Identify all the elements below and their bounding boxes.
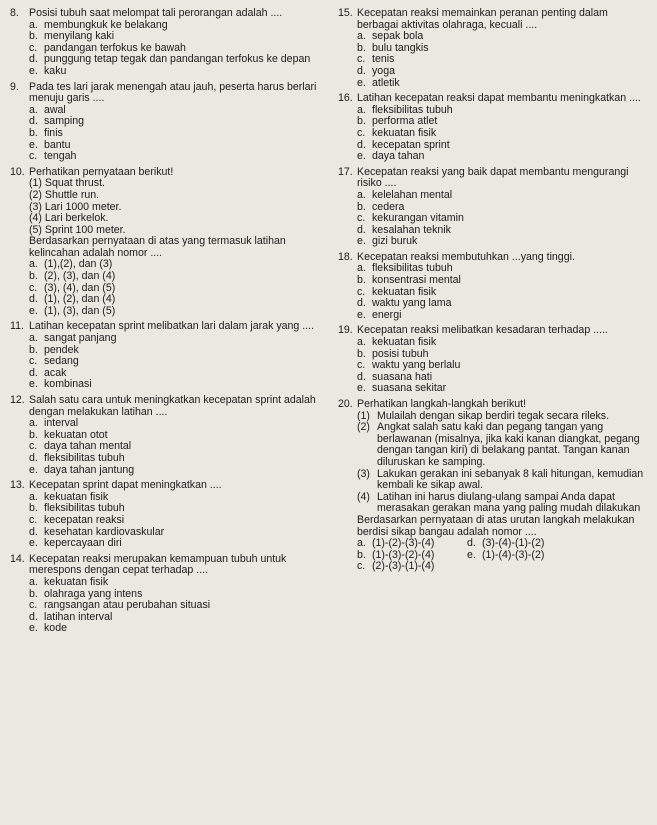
option-text: posisi tubuh <box>372 347 429 360</box>
option-text: sangat panjang <box>44 332 117 345</box>
option-letter: d. <box>357 138 366 151</box>
statement-item: (3) Lari 1000 meter. <box>29 200 122 213</box>
option-item <box>29 600 332 612</box>
option-cell <box>357 538 467 550</box>
option-item <box>29 271 332 283</box>
option-text: (2), (3), dan (4) <box>44 270 116 283</box>
question-text: Latihan kecepatan reaksi dapat membantu meningkatkan .... <box>357 92 641 105</box>
option-letter: a. <box>29 490 38 503</box>
question-header <box>10 554 332 577</box>
option-letter: a. <box>29 18 38 31</box>
question-number: 10. <box>10 165 25 178</box>
option-letter: e. <box>357 235 366 248</box>
question-18 <box>338 252 652 322</box>
option-cell <box>29 151 299 163</box>
option-text: kecepatan sprint <box>372 138 450 151</box>
option-letter: a. <box>357 103 366 116</box>
option-letter: a. <box>357 262 366 275</box>
option-item <box>29 54 332 66</box>
question-10 <box>10 167 332 318</box>
question-text: Perhatikan langkah-langkah berikut! <box>357 398 527 410</box>
option-letter: c. <box>357 359 366 372</box>
option-letter: a. <box>357 30 366 43</box>
option-letter: b. <box>357 347 366 360</box>
option-letter: c. <box>357 560 366 573</box>
option-letter: b. <box>357 41 366 54</box>
question-number: 17. <box>338 165 353 178</box>
step-number: (3) <box>357 467 370 480</box>
option-letter: b. <box>357 200 366 213</box>
option-letter: e. <box>29 378 38 391</box>
option-item <box>357 337 652 349</box>
question-header <box>338 8 652 31</box>
step-text: Lakukan gerakan ini sebanyak 8 kali hitungan, kemudian kembali ke sikap awal. <box>377 467 644 492</box>
question-number: 8. <box>10 7 19 19</box>
option-text: latihan interval <box>44 610 113 623</box>
option-letter: c. <box>29 41 38 54</box>
option-letter: e. <box>29 537 38 550</box>
question-text: Posisi tubuh saat melompat tali perorangan adalah .... <box>29 7 283 19</box>
question-text: Kecepatan reaksi melibatkan kesadaran terhadap ..... <box>357 324 608 337</box>
option-item <box>29 538 332 550</box>
option-text: kecepatan reaksi <box>44 513 125 526</box>
statement-item: (4) Lari berkelok. <box>29 212 109 225</box>
question-text: Latihan kecepatan sprint melibatkan lari dalam jarak yang .... <box>29 320 315 333</box>
option-text: suasana sekitar <box>372 382 447 395</box>
option-text: kesehatan kardiovaskular <box>44 525 165 538</box>
option-item <box>357 310 652 322</box>
option-text: kekuatan fisik <box>44 490 109 503</box>
option-text: bulu tangkis <box>372 41 429 54</box>
option-text: kaku <box>44 64 67 77</box>
option-text: gizi buruk <box>372 235 418 248</box>
option-text: sepak bola <box>372 30 424 43</box>
option-letter: e. <box>29 622 38 635</box>
option-letter: b. <box>29 270 38 283</box>
option-text: kepercayaan diri <box>44 537 122 550</box>
option-text: olahraga yang intens <box>44 587 143 600</box>
question-text: Kecepatan reaksi yang baik dapat membantu mengurangi risiko .... <box>357 165 629 190</box>
option-letter: b. <box>29 587 38 600</box>
option-text: yoga <box>372 64 395 77</box>
option-letter: c. <box>29 355 38 368</box>
statement-item: (2) Shuttle run. <box>29 188 100 201</box>
option-text: cedera <box>372 200 405 213</box>
option-item <box>357 275 652 287</box>
option-text: acak <box>44 366 67 379</box>
option-text: (3)-(4)-(1)-(2) <box>482 537 545 550</box>
question-number: 13. <box>10 479 25 492</box>
option-letter: c. <box>357 212 366 225</box>
option-letter: c. <box>29 281 38 294</box>
option-letter: a. <box>357 537 366 550</box>
option-text: pendek <box>44 343 79 356</box>
option-letter: e. <box>357 150 366 163</box>
option-letter: a. <box>29 575 38 588</box>
question-text: Pada tes lari jarak menengah atau jauh, peserta harus berlari menuju garis .... <box>29 80 317 105</box>
option-letter: d. <box>357 223 366 236</box>
option-text: samping <box>44 115 85 128</box>
question-11 <box>10 321 332 391</box>
option-letter: b. <box>357 115 366 128</box>
option-letter: e. <box>357 308 366 321</box>
question-15 <box>338 8 652 89</box>
option-text: daya tahan <box>372 150 425 163</box>
step-number: (2) <box>357 421 370 434</box>
option-text: kekuatan fisik <box>372 285 437 298</box>
option-letter: b. <box>29 126 38 139</box>
option-text: (1),(2), dan (3) <box>44 258 113 271</box>
option-text: tenis <box>372 53 395 66</box>
option-letter: b. <box>29 343 38 356</box>
option-letter: b. <box>29 30 38 43</box>
option-letter <box>467 561 482 573</box>
option-text: (2)-(3)-(1)-(4) <box>372 560 435 573</box>
option-item <box>29 515 332 527</box>
option-text: kombinasi <box>44 378 92 391</box>
option-letter: e. <box>29 138 38 151</box>
step-item <box>357 422 652 468</box>
option-item <box>29 379 332 391</box>
option-letter: d. <box>29 451 38 464</box>
question-header <box>338 399 652 411</box>
option-letter: c. <box>29 440 38 453</box>
statement-item: (1) Squat thrust. <box>29 177 105 190</box>
option-text: awal <box>44 103 66 116</box>
option-item <box>357 298 652 310</box>
option-text: daya tahan jantung <box>44 463 135 476</box>
step-text: Latihan ini harus diulang-ulang sampai Anda dapat merasakan gerakan mana yang paling mudah dilakukan <box>377 490 641 515</box>
option-item <box>357 190 652 202</box>
option-text: kesalahan teknik <box>372 223 451 236</box>
option-text: punggung tetap tegak dan pandangan terfokus ke depan <box>44 53 311 66</box>
question-header <box>10 480 332 492</box>
option-item <box>29 453 332 465</box>
option-letter: c. <box>357 285 366 298</box>
option-text: waktu yang berlalu <box>372 359 461 372</box>
question-20 <box>338 399 652 573</box>
left-column <box>10 8 332 639</box>
option-item <box>357 236 652 248</box>
step-number: (1) <box>357 409 370 422</box>
option-item <box>29 465 332 477</box>
step-number: (4) <box>357 490 370 503</box>
option-text: performa atlet <box>372 115 438 128</box>
option-text: daya tahan mental <box>44 440 132 453</box>
question-text: Kecepatan reaksi merupakan kemampuan tubuh untuk merespons dengan cepat terhadap .... <box>29 552 287 577</box>
option-letter: e. <box>29 463 38 476</box>
answer-grid <box>357 538 652 573</box>
option-letter: a. <box>29 103 38 116</box>
option-text: kekuatan otot <box>44 428 108 441</box>
option-text: energi <box>372 308 402 321</box>
option-text: (1), (2), dan (4) <box>44 293 116 306</box>
step-text: Angkat salah satu kaki dan pegang tangan yang berlawanan (misalnya, jika kaki kanan diangkat, pegang dengan tangan kiri) di belakang pantat. Tangan kanan diluruskan ke samping. <box>377 421 640 468</box>
option-item <box>357 43 652 55</box>
option-item <box>357 78 652 90</box>
option-letter: a. <box>29 258 38 271</box>
option-cell <box>29 128 299 140</box>
option-letter: e. <box>29 304 38 317</box>
option-letter: d. <box>357 297 366 310</box>
option-letter: d. <box>467 537 476 550</box>
option-item <box>357 54 652 66</box>
option-letter: d. <box>29 366 38 379</box>
option-letter: d. <box>357 370 366 383</box>
option-letter: c. <box>357 53 366 66</box>
option-text: fleksibilitas tubuh <box>44 451 125 464</box>
option-item <box>29 66 332 78</box>
question-text: Kecepatan reaksi memainkan peranan penting dalam berbagai aktivitas olahraga, kecuali .... <box>357 7 608 31</box>
option-letter: e. <box>357 76 366 89</box>
question-13 <box>10 480 332 550</box>
option-text: kekuatan fisik <box>372 336 437 349</box>
step-item <box>357 469 652 492</box>
option-text: rangsangan atau perubahan situasi <box>44 599 211 612</box>
option-letter: a. <box>357 188 366 201</box>
question-19 <box>338 325 652 395</box>
option-text: (1)-(2)-(3)-(4) <box>372 537 435 550</box>
option-item <box>29 612 332 624</box>
option-text: sedang <box>44 355 79 368</box>
option-text: suasana hati <box>372 370 433 383</box>
question-number: 20. <box>338 398 353 410</box>
option-item <box>29 306 332 318</box>
option-text: kekurangan vitamin <box>372 212 464 225</box>
option-cell <box>467 561 557 573</box>
option-text: kelelahan mental <box>372 188 453 201</box>
question-17 <box>338 167 652 248</box>
option-letter: a. <box>29 417 38 430</box>
option-item <box>357 128 652 140</box>
question-text: Perhatikan pernyataan berikut! <box>29 165 174 178</box>
question-8 <box>10 8 332 78</box>
option-text: bantu <box>44 138 71 151</box>
question-number: 11. <box>10 320 24 333</box>
option-item <box>357 213 652 225</box>
option-letter: d. <box>29 53 38 66</box>
option-cell <box>467 538 557 550</box>
option-letter: c. <box>29 513 38 526</box>
option-item <box>357 151 652 163</box>
option-item <box>29 577 332 589</box>
option-text: (1)-(4)-(3)-(2) <box>482 548 545 561</box>
question-header <box>338 167 652 190</box>
step-item <box>357 492 652 515</box>
option-letter: d. <box>29 525 38 538</box>
option-text: (3), (4), dan (5) <box>44 281 116 294</box>
option-item <box>357 66 652 78</box>
question-12 <box>10 395 332 476</box>
option-item <box>29 333 332 345</box>
question-number: 19. <box>338 324 353 337</box>
step-text: Mulailah dengan sikap berdiri tegak secara rileks. <box>377 409 610 422</box>
question-number: 15. <box>338 7 353 19</box>
option-letter: b. <box>357 548 366 561</box>
question-14 <box>10 554 332 635</box>
question-followup: Berdasarkan pernyataan di atas urutan langkah melakukan berdisi sikap bangau adalah nomor .... <box>357 513 635 538</box>
option-text: fleksibilitas tubuh <box>44 502 125 515</box>
option-text: kekuatan fisik <box>372 126 437 139</box>
option-text <box>482 561 557 573</box>
option-letter: b. <box>29 502 38 515</box>
option-item <box>357 383 652 395</box>
option-item <box>29 623 332 635</box>
question-number: 9. <box>10 80 19 93</box>
question-followup: Berdasarkan pernyataan di atas yang termasuk latihan kelincahan adalah nomor .... <box>29 235 286 259</box>
question-header <box>338 93 652 105</box>
option-text: interval <box>44 417 79 430</box>
option-text: tengah <box>44 150 77 163</box>
option-cell <box>467 550 557 562</box>
question-header <box>10 395 332 418</box>
option-text: (1)-(3)-(2)-(4) <box>372 548 435 561</box>
option-text: finis <box>44 126 63 139</box>
option-letter: c. <box>29 599 38 612</box>
option-letter: d. <box>29 293 38 306</box>
question-16 <box>338 93 652 163</box>
question-text: Kecepatan reaksi membutuhkan ...yang tinggi. <box>357 250 575 263</box>
option-letter: c. <box>357 126 366 139</box>
option-text: kekuatan fisik <box>44 575 109 588</box>
option-letter: c. <box>29 150 38 163</box>
option-text: membungkuk ke belakang <box>44 18 168 31</box>
question-header <box>10 82 332 105</box>
option-text: fleksibilitas tubuh <box>372 262 453 275</box>
option-text: (1), (3), dan (5) <box>44 304 116 317</box>
question-header <box>10 8 332 20</box>
question-number: 16. <box>338 92 353 105</box>
option-letter: d. <box>29 115 38 128</box>
option-cell <box>357 561 467 573</box>
option-letter: e. <box>357 382 366 395</box>
option-text: kode <box>44 622 67 635</box>
option-letter: b. <box>357 274 366 287</box>
option-text: waktu yang lama <box>372 297 452 310</box>
option-grid <box>29 105 332 163</box>
question-9 <box>10 82 332 163</box>
option-letter: a. <box>29 332 38 345</box>
option-text: pandangan terfokus ke bawah <box>44 41 186 54</box>
option-text: fleksibilitas tubuh <box>372 103 453 116</box>
option-letter: e. <box>467 548 476 561</box>
option-text: menyilang kaki <box>44 30 115 43</box>
option-letter: d. <box>357 64 366 77</box>
question-number: 14. <box>10 552 25 565</box>
option-letter: b. <box>29 428 38 441</box>
option-text: atletik <box>372 76 400 89</box>
option-letter: a. <box>357 336 366 349</box>
option-letter: d. <box>29 610 38 623</box>
question-number: 18. <box>338 250 353 263</box>
statement-item: (5) Sprint 100 meter. <box>29 223 126 236</box>
option-item <box>29 356 332 368</box>
option-letter: e. <box>29 64 38 77</box>
question-text: Kecepatan sprint dapat meningkatkan .... <box>29 479 222 492</box>
option-text: konsentrasi mental <box>372 274 461 287</box>
question-text: Salah satu cara untuk meningkatkan kecepatan sprint adalah dengan melakukan latihan .... <box>29 394 316 418</box>
right-column <box>338 8 652 577</box>
question-number: 12. <box>10 394 25 406</box>
